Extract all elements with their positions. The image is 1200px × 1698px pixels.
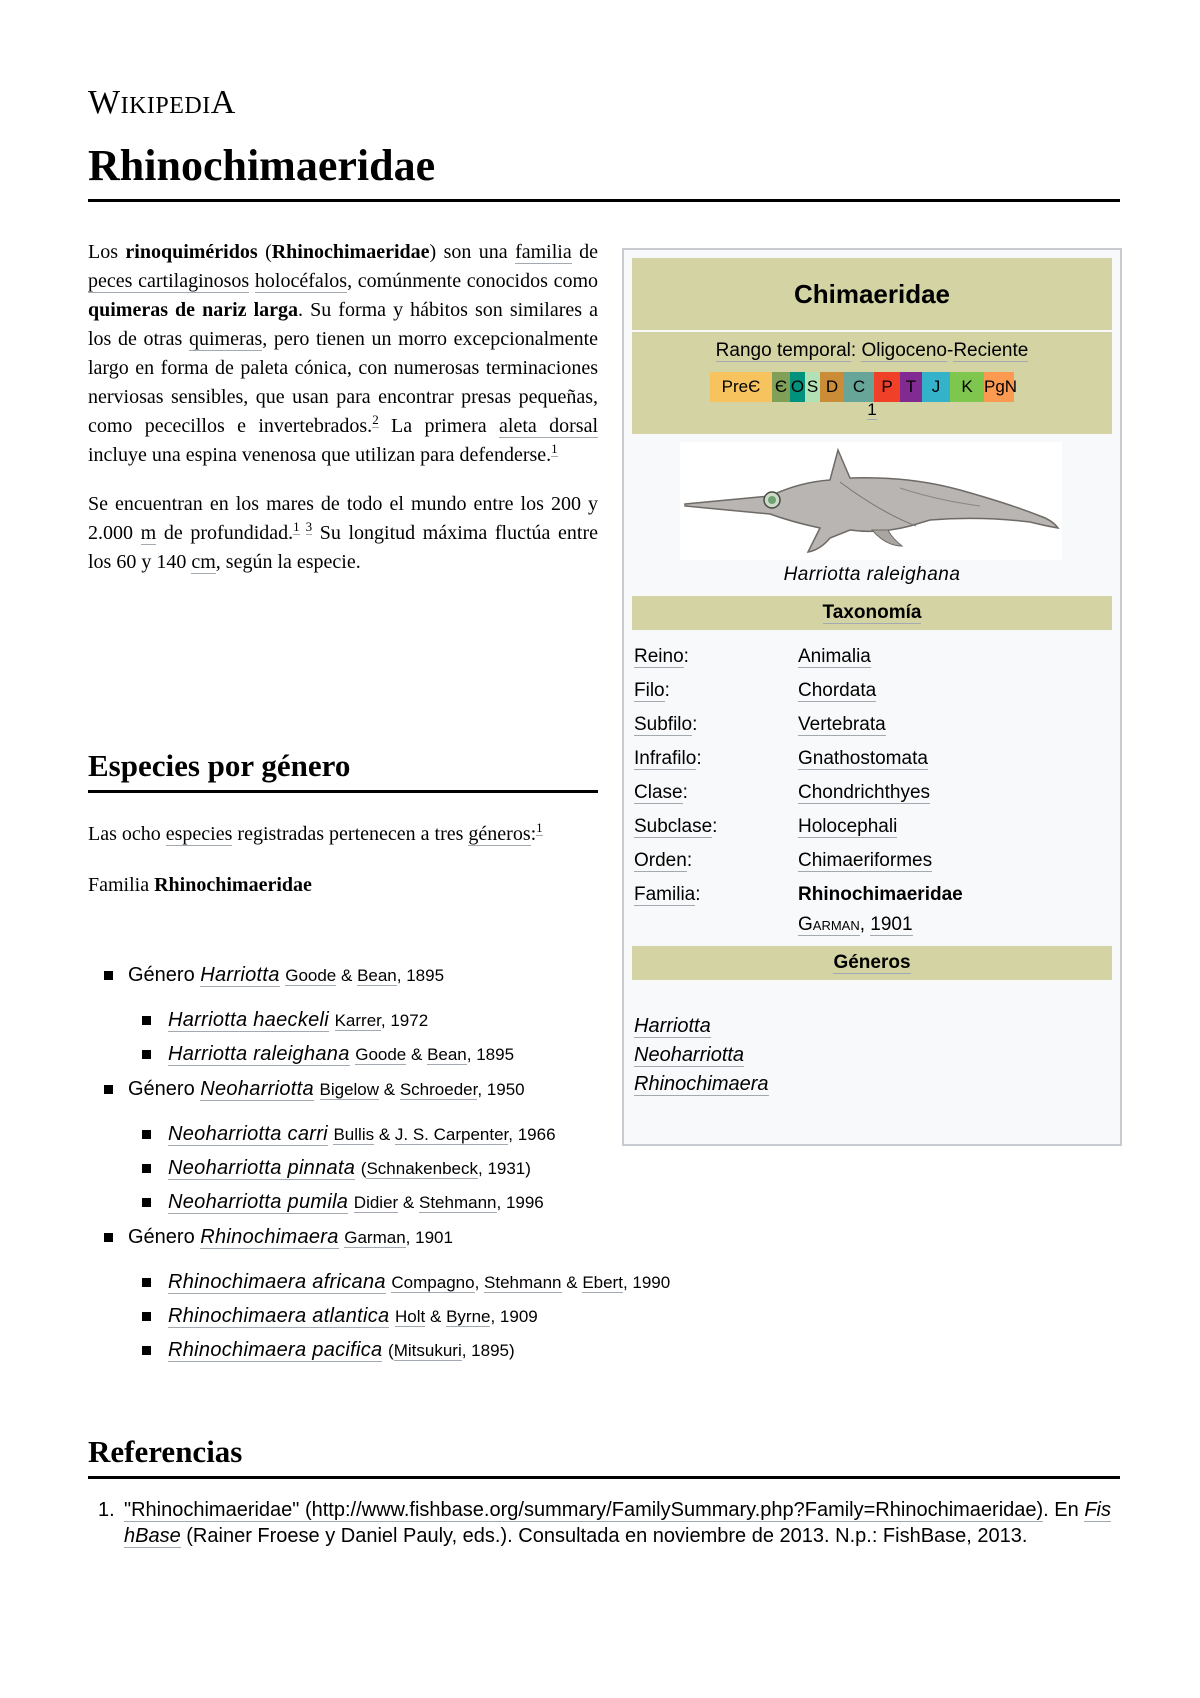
link-generos[interactable]: géneros (468, 823, 531, 845)
taxobox (622, 248, 1122, 1146)
citation-1[interactable]: 1 (551, 441, 558, 457)
taxonomy-rank: Reino: (634, 646, 689, 667)
family-line: Familia Rhinochimaeridae (88, 874, 312, 896)
author-link[interactable]: Byrne (446, 1307, 491, 1326)
author-link[interactable]: Bean (427, 1045, 467, 1064)
taxonomy-rank: Filo: (634, 680, 670, 701)
list-item-species: Rhinochimaera africana Compagno, Stehmann & Ebert, 1990 (100, 1269, 760, 1296)
taxonomy-rank: Clase: (634, 782, 688, 803)
period-j[interactable]: J (922, 372, 950, 402)
taxon-link[interactable]: Animalia (798, 646, 871, 667)
taxonomy-rank: Familia: (634, 884, 701, 905)
author-link[interactable]: Bullis (333, 1125, 375, 1144)
link-metro[interactable]: m (140, 522, 157, 544)
taxonomy-value[interactable] (798, 642, 871, 672)
fish-image[interactable] (680, 442, 1062, 560)
taxon-link[interactable]: Chordata (798, 680, 877, 701)
list-item-species: Neoharriotta pumila Didier & Stehmann, 1996 (100, 1189, 760, 1216)
taxonomy-row (634, 778, 1112, 808)
taxonomy-value[interactable] (798, 676, 876, 706)
taxonomy-value[interactable] (798, 778, 930, 808)
species-intro: Las ocho especies registradas pertenecen a tres géneros:$^1$ (88, 820, 543, 845)
link-species[interactable]: Neoharriotta pumila (168, 1191, 349, 1213)
genus-item[interactable] (634, 1070, 769, 1099)
link-genus-harriotta[interactable]: Harriotta (200, 964, 280, 986)
link-species[interactable]: Harriotta raleighana (168, 1043, 350, 1065)
taxobox-range: Rango temporal: Oligoceno-Reciente PreЄ Є O S D C P T J K PgN 1 (632, 332, 1112, 434)
genera-heading (632, 946, 1112, 980)
author-link[interactable]: Mitsukuri (393, 1341, 462, 1360)
taxonomy-row (634, 642, 1112, 672)
taxonomy-value[interactable] (798, 846, 932, 876)
genus-link[interactable]: Harriotta (634, 1015, 711, 1037)
link-species[interactable]: Harriotta haeckeli (168, 1009, 330, 1031)
link-species[interactable]: Rhinochimaera atlantica (168, 1305, 390, 1327)
taxonomy-rank: Subclase: (634, 816, 718, 837)
citation-3[interactable]: 3 (305, 519, 313, 535)
author-link[interactable]: Didier (353, 1193, 399, 1212)
wikipedia-wordmark: WIKIPEDIA (88, 84, 236, 121)
taxobox-title: Chimaeridae (632, 258, 1112, 330)
taxonomy-rank: Infrafilo: (634, 748, 702, 769)
list-item-genus: Género Rhinochimaera Garman, 1901 (100, 1224, 760, 1251)
author-link[interactable]: Bean (357, 966, 397, 985)
author-link[interactable]: Compagno (391, 1273, 475, 1292)
list-item-species: Rhinochimaera pacifica (Mitsukuri, 1895) (100, 1337, 760, 1364)
link-quimeras[interactable]: quimeras (188, 328, 263, 350)
link-aleta-dorsal[interactable]: aleta dorsal (499, 415, 599, 437)
reference-number: 1. (98, 1499, 115, 1521)
period-s[interactable]: S (805, 372, 820, 402)
link-genus-neoharriotta[interactable]: Neoharriotta (200, 1078, 314, 1100)
section-heading-especies: Especies por género (88, 748, 598, 793)
taxonomy-row (634, 812, 1112, 842)
taxonomy-value: Rhinochimaeridae (798, 884, 963, 905)
taxonomy-rank: Orden: (634, 850, 693, 871)
link-1901[interactable]: 1901 (870, 914, 913, 935)
reference-1: 1. "Rhinochimaeridae" (http://www.fishbase.org/summary/FamilySummary.php?Family=Rhinochimaeridae). En FishBase (Rainer Froese y Daniel Pauly, eds.). Consultada en noviembre de 2013. N.p.: FishBase, 2013. (98, 1499, 1111, 1547)
author-link[interactable]: J. S. Carpenter (394, 1125, 509, 1144)
rank-link[interactable]: Orden (634, 850, 687, 871)
image-caption: Harriotta raleighana (783, 564, 961, 585)
link-centimetro[interactable]: cm (191, 551, 216, 573)
author-link[interactable]: Garman (798, 914, 860, 935)
taxonomy-row (634, 880, 1112, 910)
taxon-link[interactable]: Vertebrata (798, 714, 886, 735)
rank-link[interactable]: Familia (634, 884, 696, 905)
author-link[interactable]: Schroeder (399, 1080, 478, 1099)
author-link[interactable]: Bigelow (319, 1080, 380, 1099)
taxonomy-value[interactable] (798, 710, 886, 740)
taxonomy-row (634, 676, 1112, 706)
taxonomy-row (634, 846, 1112, 876)
citation-1[interactable]: 1 (867, 400, 877, 419)
link-taxonomia[interactable]: Taxonomía (822, 602, 922, 623)
taxonomy-value[interactable] (798, 744, 928, 774)
author-link[interactable]: Schnakenbeck (366, 1159, 478, 1178)
list-item-species: Harriotta haeckeli Karrer, 1972 (100, 1007, 760, 1034)
period-t[interactable]: T (900, 372, 922, 402)
taxon-link[interactable]: Holocephali (798, 816, 898, 837)
genus-link[interactable]: Rhinochimaera (634, 1073, 769, 1095)
author-link[interactable]: Goode (285, 966, 337, 985)
section-heading-referencias: Referencias (88, 1434, 1120, 1479)
list-item-genus: Género Neoharriotta Bigelow & Schroeder, 1950 (100, 1076, 760, 1103)
reference-link-fishbase[interactable]: "Rhinochimaeridae" (http://www.fishbase.org/summary/FamilySummary.php?Family=Rhinochimaeridae) (124, 1499, 1044, 1521)
period-k[interactable]: K (950, 372, 984, 402)
rank-link[interactable]: Subclase (634, 816, 713, 837)
period-d[interactable]: D (820, 372, 844, 402)
taxon-link[interactable]: Chondrichthyes (798, 782, 931, 803)
link-oligoceno[interactable]: Oligoceno (861, 340, 947, 361)
period-p[interactable]: P (874, 372, 900, 402)
period-pgn[interactable]: PgN (984, 372, 1014, 402)
link-peces-cartilaginosos[interactable]: peces cartilaginosos (88, 270, 250, 292)
citation-1[interactable]: 1 (293, 519, 300, 535)
author-link[interactable]: Stehmann (484, 1273, 562, 1292)
citation-2[interactable]: 2 (372, 412, 379, 428)
link-species[interactable]: Neoharriotta pinnata (168, 1157, 356, 1179)
link-rango-temporal[interactable]: Rango temporal (715, 340, 851, 361)
genus-item[interactable] (634, 1012, 711, 1041)
link-generos-heading[interactable]: Géneros (833, 952, 911, 973)
genus-item[interactable] (634, 1041, 744, 1070)
list-item-species: Rhinochimaera atlantica Holt & Byrne, 1909 (100, 1303, 760, 1330)
taxonomy-authority: Garman, 1901 (798, 914, 913, 935)
period-c[interactable]: C (844, 372, 874, 402)
intro-paragraph-2: Se encuentran en los mares de todo el mundo entre los 200 y 2.000 m de profundidad.$^{1 3}$ Su longitud máxima fluctúa entre los 60 y 140 cm, según la especie. (88, 493, 599, 573)
taxonomy-rank: Subfilo: (634, 714, 698, 735)
rank-link[interactable]: Infrafilo (634, 748, 697, 769)
taxonomy-row (634, 710, 1112, 740)
link-holocefalos[interactable]: holocéfalos (254, 270, 348, 292)
list-item-species: Neoharriotta pinnata (Schnakenbeck, 1931) (100, 1155, 760, 1182)
author-link[interactable]: Stehmann (419, 1193, 497, 1212)
author-link[interactable]: Holt (395, 1307, 426, 1326)
link-genus-rhinochimaera[interactable]: Rhinochimaera (200, 1226, 339, 1248)
taxon-link[interactable]: Gnathostomata (798, 748, 928, 769)
list-item-genus: Género Harriotta Goode & Bean, 1895 (100, 962, 760, 989)
rank-link[interactable]: Reino (634, 646, 684, 667)
link-species[interactable]: Neoharriotta carri (168, 1123, 328, 1145)
rank-link[interactable]: Subfilo (634, 714, 693, 735)
intro-section (88, 238, 598, 577)
period-o[interactable]: O (790, 372, 805, 402)
taxonomy-heading (632, 596, 1112, 630)
taxonomy-row (634, 744, 1112, 774)
link-especies[interactable]: especies (165, 823, 233, 845)
taxonomy-value[interactable] (798, 812, 897, 842)
geologic-period-strip (710, 372, 1018, 402)
author-link[interactable]: Ebert (582, 1273, 623, 1292)
author-link[interactable]: Goode (355, 1045, 407, 1064)
period-preє[interactable]: PreЄ (710, 372, 772, 402)
list-item-species: Neoharriotta carri Bullis & J. S. Carpenter, 1966 (100, 1121, 696, 1148)
citation-1[interactable]: 1 (536, 820, 543, 836)
author-link[interactable]: Garman (344, 1228, 406, 1247)
link-species[interactable]: Rhinochimaera africana (168, 1271, 386, 1293)
link-reciente[interactable]: Reciente (953, 340, 1029, 361)
link-species[interactable]: Rhinochimaera pacifica (168, 1339, 383, 1361)
harriotta-illustration (680, 442, 1062, 560)
page-title: Rhinochimaeridae (88, 140, 1120, 202)
author-link[interactable]: Karrer (334, 1011, 381, 1030)
genus-link[interactable]: Neoharriotta (634, 1044, 745, 1066)
link-familia[interactable]: familia (515, 241, 572, 263)
link-fishbase[interactable]: FishBase (124, 1499, 1111, 1547)
taxon-link[interactable]: Chimaeriformes (798, 850, 933, 871)
period-є[interactable]: Є (772, 372, 790, 402)
rank-link[interactable]: Filo (634, 680, 665, 701)
list-item-species: Harriotta raleighana Goode & Bean, 1895 (100, 1041, 760, 1068)
rank-link[interactable]: Clase (634, 782, 683, 803)
intro-paragraph-1: Los rinoquiméridos (Rhinochimaeridae) son una familia de peces cartilaginosos holocéfalos, comúnmente conocidos como quimeras de nariz larga. Su forma y hábitos son similares a los de otras quimeras, pero tienen un morro excepcionalmente largo en forma de paleta cónica, con numerosas terminaciones nerviosas sensibles, que usan para encontrar presas pequeñas, como pececillos e invertebrados.$^2$ La primera aleta dorsal incluye una espina venenosa que utilizan para defenderse.$^1$ (88, 241, 599, 466)
